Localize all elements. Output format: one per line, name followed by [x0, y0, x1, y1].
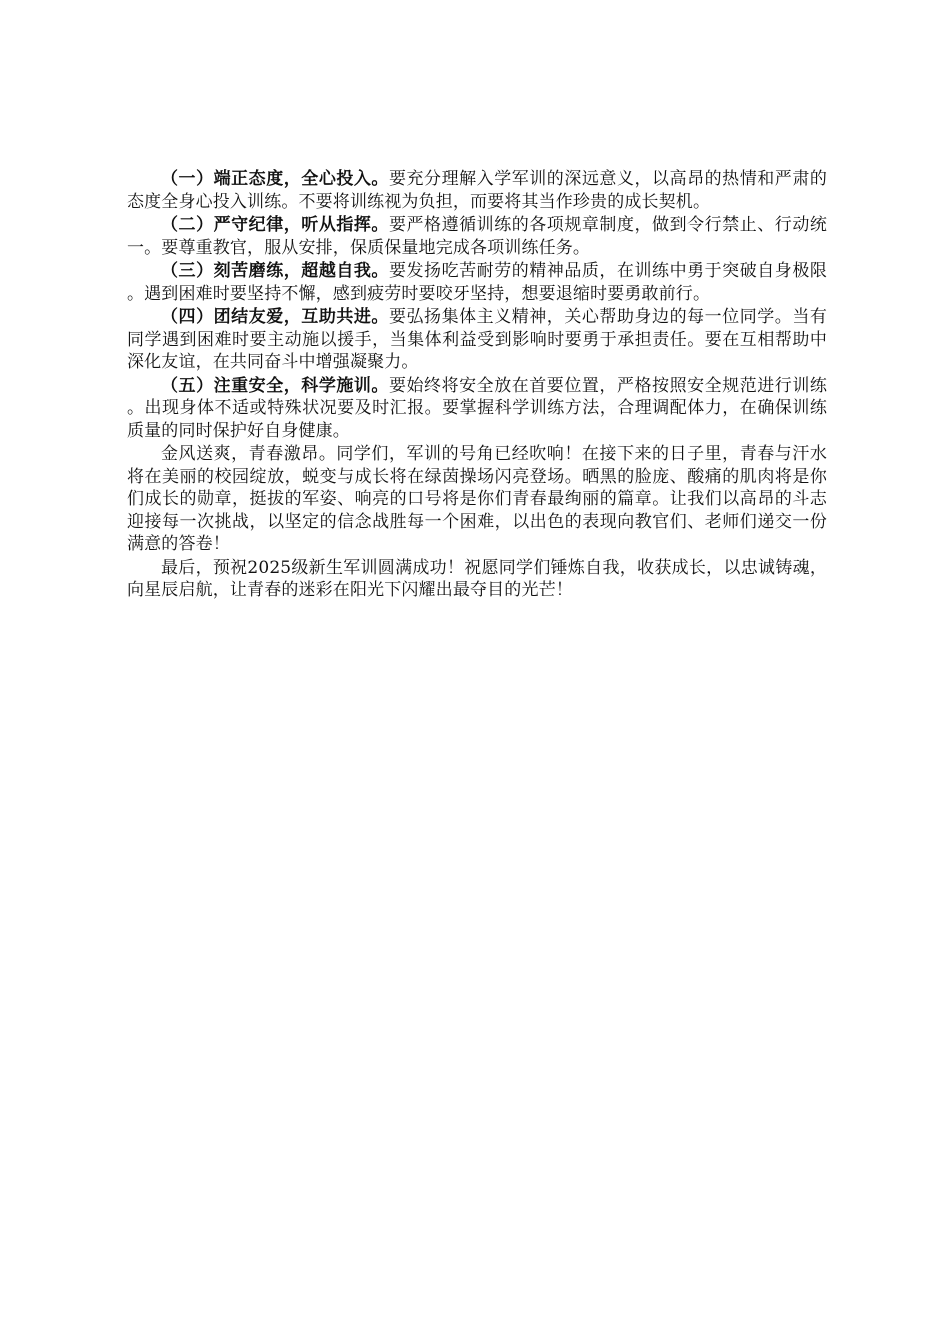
paragraph-text: 最后，预祝2025级新生军训圆满成功！祝愿同学们锤炼自我，收获成长，以忠诚铸魂，向星辰启航，让青春的迷彩在阳光下闪耀出最夺目的光芒！ [127, 557, 827, 600]
paragraph-heading: （五）注重安全，科学施训。 [161, 375, 389, 396]
paragraph-discipline [127, 214, 827, 259]
paragraph-hard-training [127, 260, 827, 305]
paragraph-closing [127, 557, 827, 602]
document-body [127, 168, 827, 603]
paragraph-text: 要弘扬集体主义精神，关心帮助身边的每一位同学。当有同学遇到困难时要主动施以援手，当集体利益受到影响时要勇于承担责任。要在互相帮助中深化友谊，在共同奋斗中增强凝聚力。 [127, 307, 828, 372]
paragraph-encouragement [127, 443, 827, 556]
paragraph-attitude [127, 168, 827, 213]
paragraph-text: 要始终将安全放在首要位置，严格按照安全规范进行训练。出现身体不适或特殊状况要及时汇报。要掌握科学训练方法，合理调配体力，在确保训练质量的同时保护好自身健康。 [127, 375, 828, 441]
paragraph-heading: （三）刻苦磨练，超越自我。 [161, 261, 389, 281]
paragraph-unity [127, 306, 827, 374]
paragraph-heading: （四）团结友爱，互助共进。 [161, 307, 389, 327]
paragraph-text: 要发扬吃苦耐劳的精神品质，在训练中勇于突破自身极限。遇到困难时要坚持不懈，感到疲劳时要咬牙坚持，想要退缩时要勇敢前行。 [127, 261, 828, 304]
paragraph-heading: （一）端正态度，全心投入。 [161, 169, 389, 189]
paragraph-text: 要严格遵循训练的各项规章制度，做到令行禁止、行动统一。要尊重教官，服从安排，保质保量地完成各项训练任务。 [127, 215, 828, 258]
paragraph-heading: （二）严守纪律，听从指挥。 [161, 215, 389, 235]
paragraph-safety [127, 375, 827, 443]
paragraph-text: 金风送爽，青春激昂。同学们，军训的号角已经吹响！在接下来的日子里，青春与汗水将在美丽的校园绽放，蜕变与成长将在绿茵操场闪亮登场。晒黑的脸庞、酸痛的肌肉将是你们成长的勋章，挺拔的军姿、响亮的口号将是你们青春最绚丽的篇章。让我们以高昂的斗志迎接每一次挑战，以坚定的信念战胜每一个困难，以出色的表现向教官们、老师们递交一份满意的答卷！ [127, 444, 827, 554]
paragraph-text: 要充分理解入学军训的深远意义，以高昂的热情和严肃的态度全身心投入训练。不要将训练视为负担，而要将其当作珍贵的成长契机。 [127, 169, 828, 212]
